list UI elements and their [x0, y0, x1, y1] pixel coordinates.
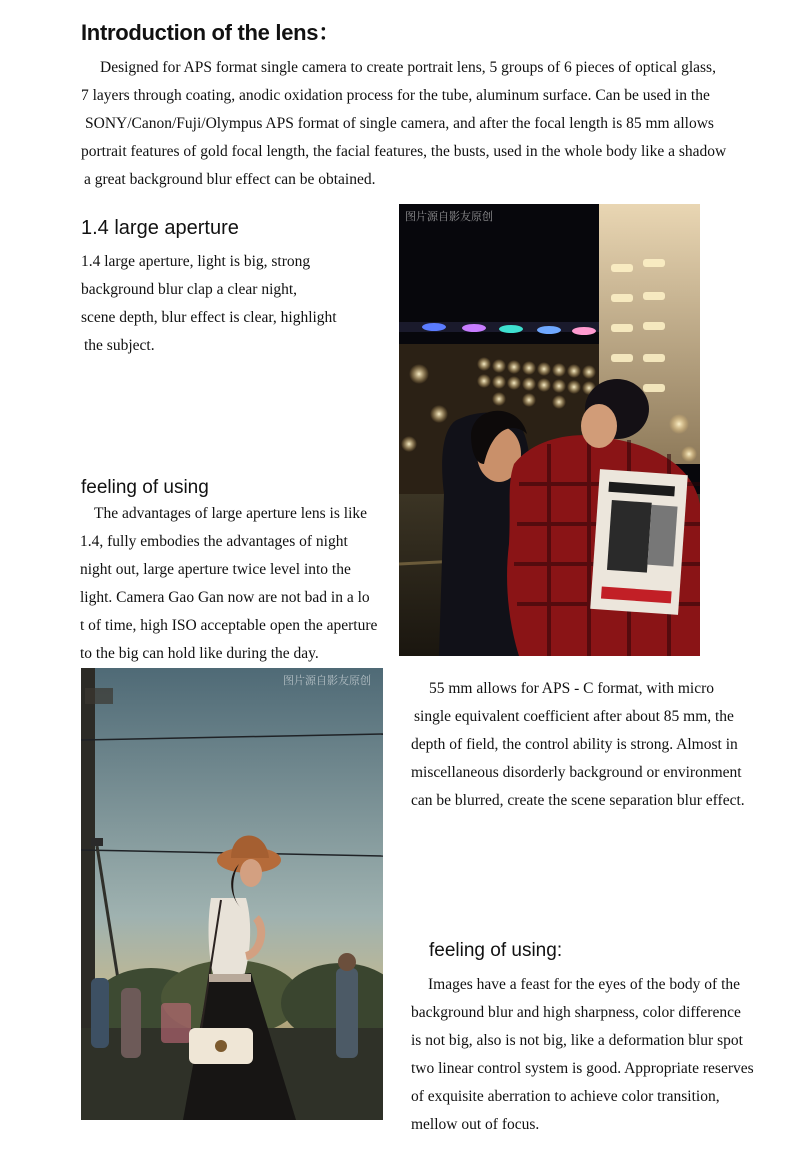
intro-line: SONY/Canon/Fuji/Olympus APS format of single camera, and after the focal length is 85 mm allows [85, 115, 714, 132]
photo2-watermark: 图片源自影友原创 [283, 674, 371, 687]
aperture-title: 1.4 large aperture [81, 217, 239, 239]
feeling2-line: Images have a feast for the eyes of the body of the [428, 976, 741, 993]
feeling2-title: feeling of using: [429, 940, 563, 961]
aperture-line: background blur clap a clear night, [81, 281, 298, 298]
format-paragraph [411, 675, 745, 815]
feeling2-line: mellow out of focus. [411, 1116, 540, 1133]
intro-line: Designed for APS format single camera to create portrait lens, 5 groups of 6 pieces of optical glass, [100, 59, 716, 76]
aperture-line: the subject. [84, 337, 155, 354]
dusk-portrait-photo [81, 668, 383, 1120]
feeling2-line: of exquisite aberration to achieve color transition, [411, 1088, 720, 1105]
feeling1-line: 1.4, fully embodies the advantages of night [80, 533, 348, 550]
feeling2-line: background blur and high sharpness, color difference [411, 1004, 741, 1021]
intro-title: Introduction of the lens： [81, 20, 340, 45]
format-line: depth of field, the control ability is strong. Almost in [411, 736, 738, 753]
night-portrait-illustration [399, 204, 700, 656]
feeling1-title: feeling of using [81, 477, 209, 498]
dusk-portrait-illustration [81, 668, 383, 1120]
intro-line: a great background blur effect can be obtained. [84, 171, 376, 188]
night-portrait-photo [399, 204, 700, 656]
intro-paragraph [81, 54, 726, 194]
feeling1-paragraph [80, 500, 377, 668]
photo1-watermark: 图片源自影友原创 [405, 210, 493, 223]
aperture-paragraph [81, 248, 337, 360]
aperture-line: 1.4 large aperture, light is big, strong [81, 253, 311, 270]
feeling1-line: to the big can hold like during the day. [80, 645, 319, 662]
aperture-line: scene depth, blur effect is clear, highlight [81, 309, 337, 326]
format-line: miscellaneous disorderly background or environment [411, 764, 742, 781]
feeling2-line: is not big, also is not big, like a deformation blur spot [411, 1032, 743, 1049]
format-line: can be blurred, create the scene separation blur effect. [411, 792, 745, 809]
feeling1-line: light. Camera Gao Gan now are not bad in a lo [80, 589, 370, 606]
intro-line: 7 layers through coating, anodic oxidation process for the tube, aluminum surface. Can be used in the [81, 87, 710, 104]
feeling1-line: t of time, high ISO acceptable open the aperture [80, 617, 378, 634]
format-line: single equivalent coefficient after about 85 mm, the [414, 708, 734, 725]
format-line: 55 mm allows for APS - C format, with micro [429, 680, 715, 697]
feeling2-paragraph [411, 971, 754, 1139]
intro-line: portrait features of gold focal length, the facial features, the busts, used in the whole body like a shadow [81, 143, 727, 160]
feeling1-line: night out, large aperture twice level into the [80, 561, 351, 578]
feeling1-line: The advantages of large aperture lens is like [94, 505, 368, 522]
feeling2-line: two linear control system is good. Appropriate reserves [411, 1060, 754, 1077]
